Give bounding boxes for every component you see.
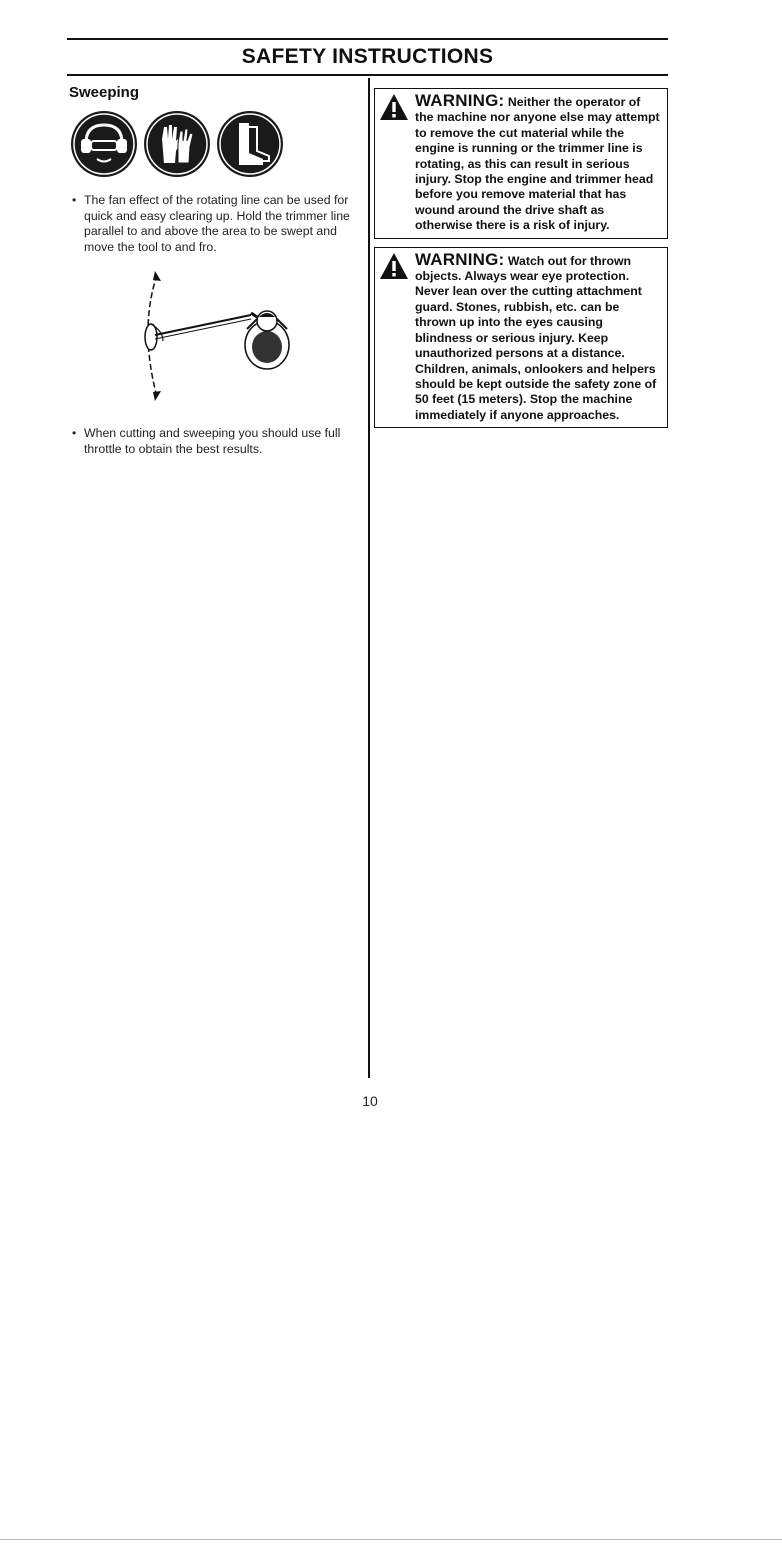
left-column (69, 84, 354, 457)
ppe-icon-row (69, 109, 354, 179)
warning-box-cut-material (374, 88, 668, 239)
warning-label: WARNING: (415, 249, 505, 269)
page-header (67, 38, 668, 76)
bullet-fan-effect: • The fan effect of the rotating line can be used for quick and easy clearing up. Hold the trimmer line parallel to and above the area to be swept and move the tool to and fro. (69, 193, 354, 255)
bullet-list-1 (69, 193, 354, 255)
bullet-full-throttle: • When cutting and sweeping you should use full throttle to obtain the best results. (69, 426, 354, 457)
sweeping-illustration (117, 269, 327, 409)
warning-triangle-icon (379, 251, 409, 281)
header-bottom-rule (67, 74, 668, 76)
boots-icon (215, 109, 285, 179)
warning-box-thrown-objects (374, 247, 668, 428)
bullet-list-2 (69, 426, 354, 457)
warning-triangle-icon (379, 92, 409, 122)
ear-eye-protection-icon (69, 109, 139, 179)
page-title: SAFETY INSTRUCTIONS (241, 45, 494, 68)
right-column (374, 88, 668, 436)
gloves-icon (142, 109, 212, 179)
section-heading: Sweeping (69, 84, 140, 101)
page-number: 10 (362, 1093, 378, 1109)
column-divider (368, 78, 370, 1078)
warning-text: Neither the operator of the machine nor anyone else may attempt to remove the cut material while the engine is running or the trimmer line is rotating, as this can result in serious injury. Stop the engine and trimmer head before you remove material that has wound around the drive shaft as otherwise there is a risk of injury. (415, 95, 660, 233)
warning-label: WARNING: (415, 91, 505, 110)
bottom-edge-rule (0, 1539, 782, 1540)
warning-text: Watch out for thrown objects. Always wear eye protection. Never lean over the cutting attachment guard. Stones, rubbish, etc. can be thrown up into the eyes causing blindness or serious injury. Keep unauthorized persons at a distance. Children, animals, onlookers and helpers should be kept outside the safety zone of 50 feet (15 meters). Stop the machine immediately if anyone approaches. (415, 253, 657, 422)
